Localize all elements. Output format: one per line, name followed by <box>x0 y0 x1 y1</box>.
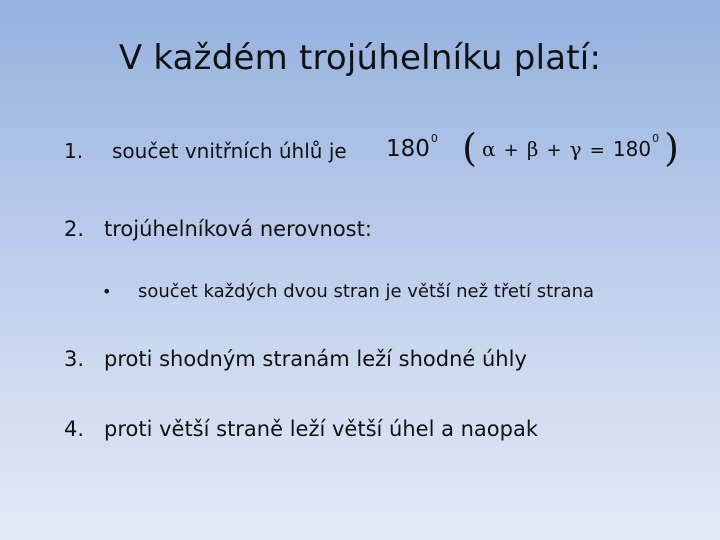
bullet-icon: • <box>102 282 112 301</box>
list-item-text: trojúhelníková nerovnost: <box>104 217 372 241</box>
formula-plus-1: + <box>503 140 519 161</box>
formula-value: 180 <box>386 136 430 162</box>
formula-open-paren: ( <box>462 126 477 170</box>
list-item-number: 2. <box>64 217 85 241</box>
formula-beta: β <box>526 137 539 161</box>
list-item-number: 3. <box>64 347 85 371</box>
formula-degree-mark: 0 <box>430 132 438 145</box>
list-item-text: proti větší straně leží větší úhel a naopak <box>104 417 539 441</box>
formula-plus-2: + <box>546 140 562 161</box>
sub-list-item <box>102 278 594 306</box>
formula-result-degree-mark: 0 <box>652 132 660 145</box>
formula-alpha: α <box>482 137 496 161</box>
list-item-2 <box>64 214 372 244</box>
list-item-text: proti shodným stranám leží shodné úhly <box>104 347 527 371</box>
angle-sum-formula <box>386 126 679 170</box>
formula-result: 180 <box>612 137 652 161</box>
sub-list-item-text: součet každých dvou stran je větší než třetí strana <box>138 281 595 302</box>
formula-gamma: γ <box>569 137 582 161</box>
list-item-text: součet vnitřních úhlů je <box>112 139 347 163</box>
list-item-1 <box>64 136 347 166</box>
formula-equals: = <box>589 140 605 161</box>
list-item-number: 4. <box>64 417 85 441</box>
formula-close-paren: ) <box>664 126 679 170</box>
list-item-4 <box>64 414 538 444</box>
slide-title: V každém trojúhelníku platí: <box>118 38 602 78</box>
list-item-3 <box>64 344 527 374</box>
list-item-number: 1. <box>64 139 84 163</box>
